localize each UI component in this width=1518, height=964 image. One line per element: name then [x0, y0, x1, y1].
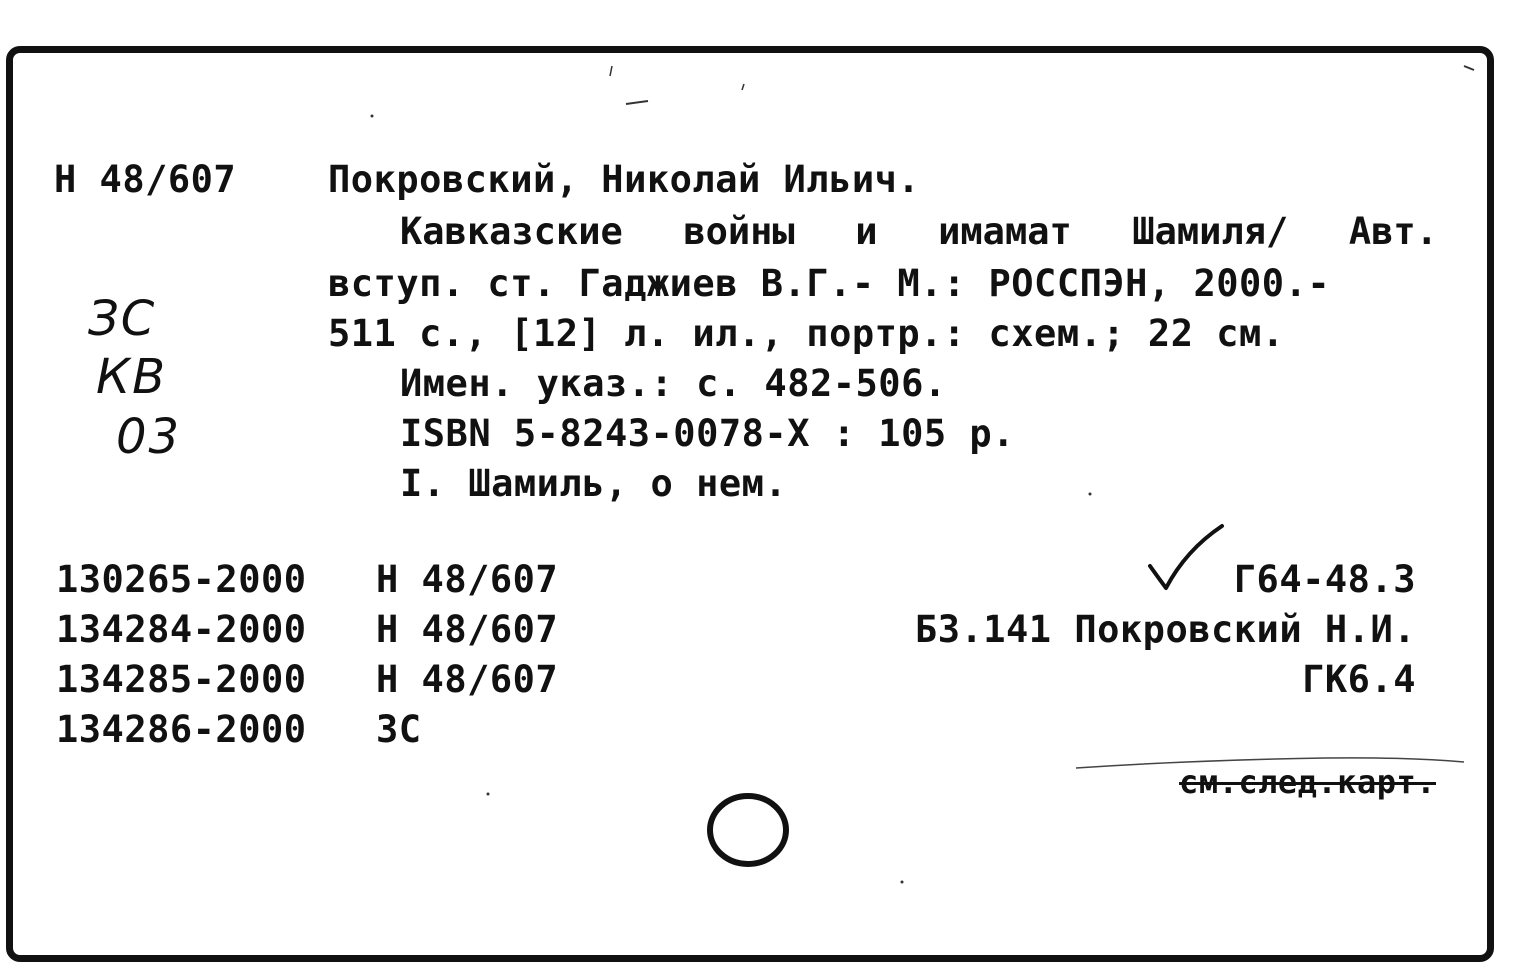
classification-code: ГК6.4	[1302, 658, 1416, 701]
shelfmark: Н 48/607	[54, 158, 237, 201]
title-word: имамат	[938, 210, 1072, 253]
description-line: вступ. ст. Гаджиев В.Г.- М.: РОССПЭН, 2000.-	[328, 262, 1331, 305]
title-word: Кавказские	[400, 210, 623, 253]
title-word: войны	[683, 210, 795, 253]
inventory-number: 134285-2000	[56, 658, 307, 701]
location-code: Н 48/607	[376, 558, 559, 601]
handwritten-code: ЗС	[88, 291, 157, 347]
inventory-number: 134284-2000	[56, 608, 307, 651]
handwritten-code: 03	[116, 409, 182, 465]
handwritten-code: КВ	[96, 349, 168, 405]
note-subject: I. Шамиль, о нем.	[400, 462, 788, 505]
classification-author-sign: Б3.141 Покровский Н.И.	[914, 608, 1416, 651]
classification-code: Г64-48.3	[1233, 558, 1416, 601]
author-heading: Покровский, Николай Ильич.	[328, 158, 921, 201]
note-isbn: ISBN 5-8243-0078-X : 105 р.	[400, 412, 1015, 455]
description-line: 511 с., [12] л. ил., портр.: схем.; 22 см.	[328, 312, 1285, 355]
inventory-number: 134286-2000	[56, 708, 307, 751]
location-code: Н 48/607	[376, 608, 559, 651]
continuation-note: см.след.карт.	[1179, 763, 1436, 801]
location-code: ЗС	[376, 708, 422, 751]
location-code: Н 48/607	[376, 658, 559, 701]
note-index: Имен. указ.: с. 482-506.	[400, 362, 947, 405]
title-word: Шамиля/	[1132, 210, 1289, 253]
title-word: и	[855, 210, 878, 253]
title-word: Авт.	[1348, 210, 1438, 253]
inventory-number: 130265-2000	[56, 558, 307, 601]
